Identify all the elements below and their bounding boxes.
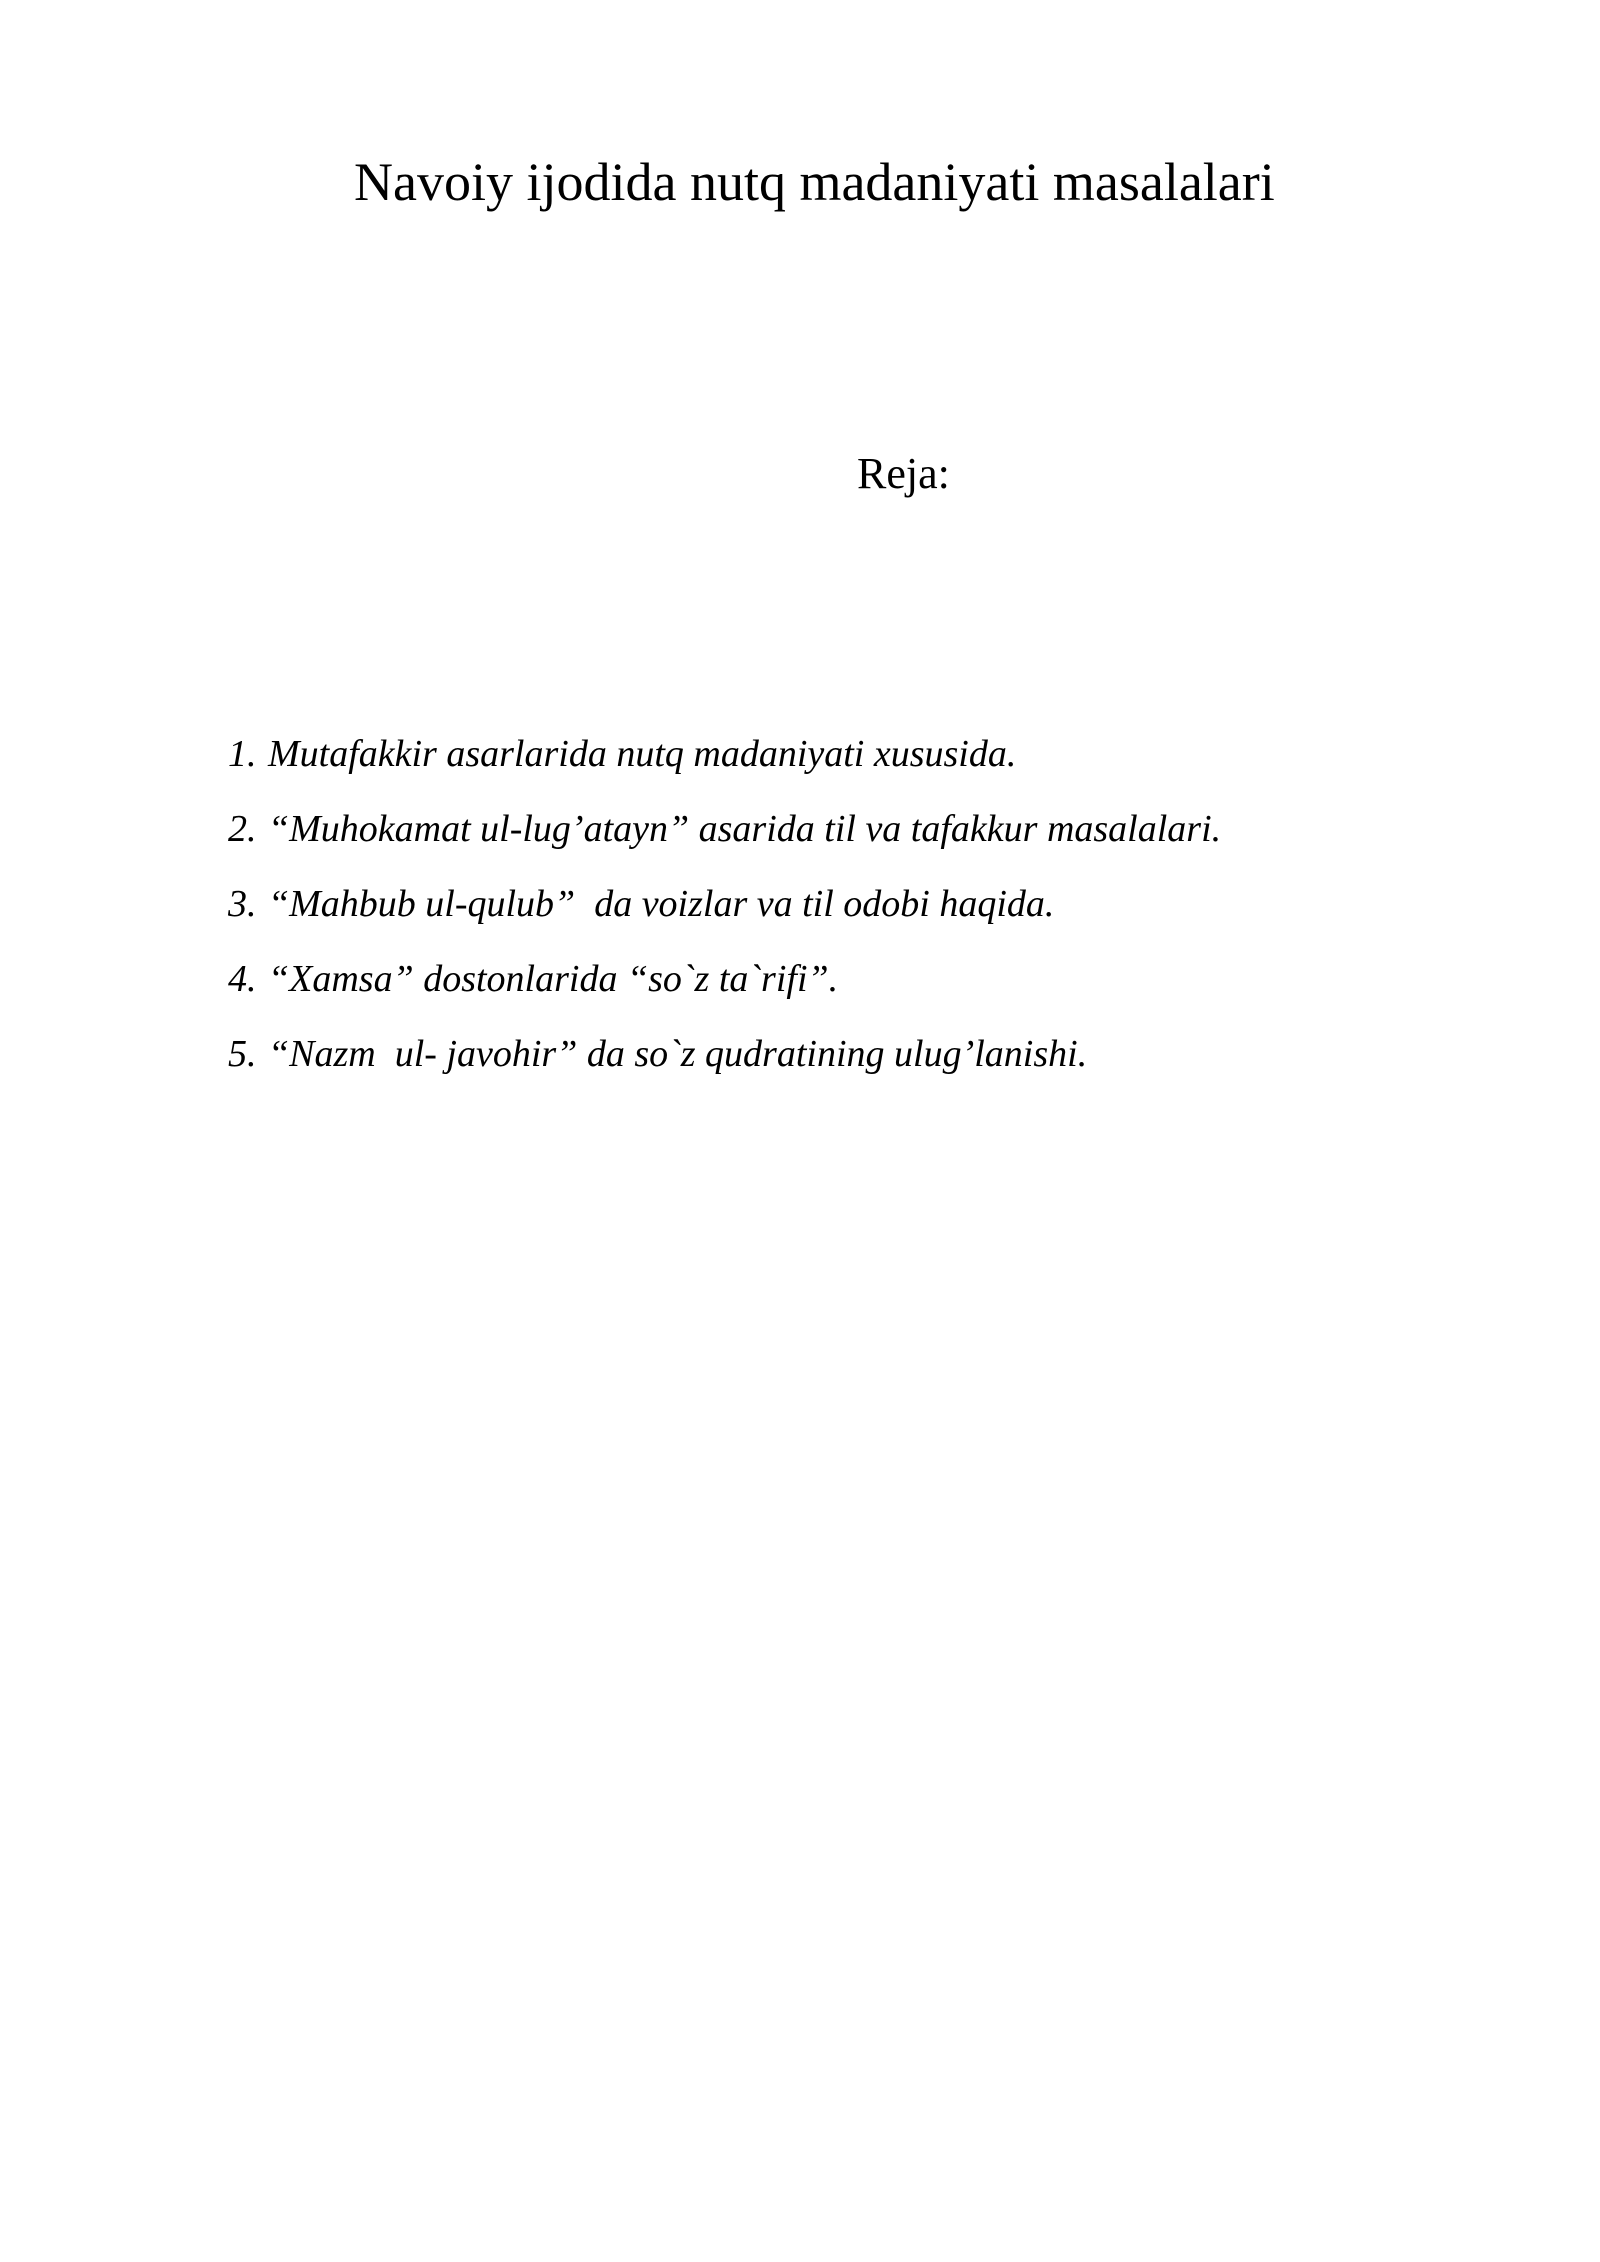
plan-item-number: 5. <box>228 1033 257 1075</box>
plan-item-text: Mutafakkir asarlarida nutq madaniyati xususida. <box>268 733 1017 775</box>
plan-item <box>228 882 1221 957</box>
plan-heading: Reja: <box>857 449 950 498</box>
plan-item-number: 3. <box>228 883 257 925</box>
plan-item-text: “Nazm ul- javohir” da so`z qudratining ulug’lanishi. <box>268 1033 1088 1075</box>
plan-item <box>228 807 1221 882</box>
plan-item-number: 1. <box>228 733 257 775</box>
plan-item-text: “Mahbub ul-qulub” da voizlar va til odobi haqida. <box>268 883 1055 925</box>
plan-item <box>228 732 1221 807</box>
plan-item-number: 2. <box>228 808 257 850</box>
plan-item <box>228 957 1221 1032</box>
plan-item-text: “Muhokamat ul-lug’atayn” asarida til va tafakkur masalalari. <box>268 808 1222 850</box>
plan-item-text: “Xamsa” dostonlarida “so`z ta`rifi”. <box>268 958 839 1000</box>
plan-list <box>228 732 1221 1107</box>
plan-item-number: 4. <box>228 958 257 1000</box>
plan-item <box>228 1032 1221 1107</box>
page-title: Navoiy ijodida nutq madaniyati masalalari <box>354 152 1275 212</box>
